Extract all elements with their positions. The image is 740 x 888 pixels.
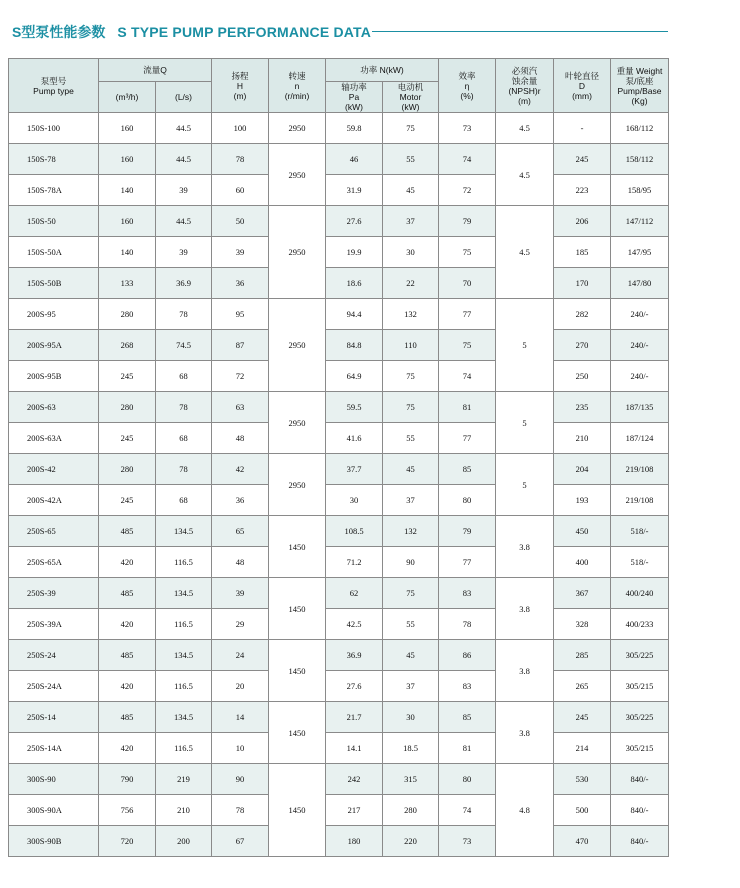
cell-motor-power: 45 — [383, 175, 439, 206]
header-efficiency: 效率 η (%) — [439, 59, 496, 113]
cell-efficiency: 77 — [439, 299, 496, 330]
cell-shaft-power: 42.5 — [326, 609, 383, 640]
cell-impeller-diameter: 265 — [554, 671, 611, 702]
cell-flow-m3h: 485 — [99, 578, 156, 609]
cell-npsh: 5 — [496, 392, 554, 454]
cell-shaft-power: 62 — [326, 578, 383, 609]
table-row — [9, 547, 669, 578]
cell-flow-ls: 78 — [156, 392, 212, 423]
cell-weight: 158/112 — [611, 144, 669, 175]
cell-weight: 305/225 — [611, 640, 669, 671]
cell-motor-power: 132 — [383, 516, 439, 547]
table-row — [9, 733, 669, 764]
cell-motor-power: 37 — [383, 485, 439, 516]
cell-npsh: 5 — [496, 299, 554, 392]
cell-efficiency: 73 — [439, 113, 496, 144]
cell-model: 300S-90A — [9, 795, 99, 826]
cell-efficiency: 74 — [439, 144, 496, 175]
cell-impeller-diameter: 400 — [554, 547, 611, 578]
cell-flow-ls: 36.9 — [156, 268, 212, 299]
header-weight: 重量 Weight 泵/底座 Pump/Base (Kg) — [611, 59, 669, 113]
cell-flow-ls: 116.5 — [156, 733, 212, 764]
cell-flow-m3h: 245 — [99, 361, 156, 392]
cell-impeller-diameter: 282 — [554, 299, 611, 330]
cell-efficiency: 81 — [439, 733, 496, 764]
cell-flow-ls: 44.5 — [156, 206, 212, 237]
page-header — [12, 22, 668, 44]
cell-head: 20 — [212, 671, 269, 702]
cell-flow-m3h: 160 — [99, 206, 156, 237]
cell-model: 250S-14A — [9, 733, 99, 764]
table-row — [9, 113, 669, 144]
cell-flow-ls: 134.5 — [156, 578, 212, 609]
cell-efficiency: 72 — [439, 175, 496, 206]
table-row — [9, 485, 669, 516]
cell-model: 250S-65A — [9, 547, 99, 578]
table-row — [9, 516, 669, 547]
cell-model: 250S-65 — [9, 516, 99, 547]
cell-model: 150S-100 — [9, 113, 99, 144]
cell-shaft-power: 84.8 — [326, 330, 383, 361]
table-row — [9, 237, 669, 268]
cell-efficiency: 77 — [439, 423, 496, 454]
cell-model: 250S-39 — [9, 578, 99, 609]
cell-efficiency: 74 — [439, 361, 496, 392]
cell-flow-m3h: 420 — [99, 733, 156, 764]
cell-motor-power: 45 — [383, 454, 439, 485]
cell-flow-ls: 134.5 — [156, 516, 212, 547]
cell-weight: 187/135 — [611, 392, 669, 423]
cell-motor-power: 55 — [383, 423, 439, 454]
cell-flow-ls: 68 — [156, 485, 212, 516]
performance-table — [8, 58, 669, 857]
cell-head: 50 — [212, 206, 269, 237]
cell-weight: 147/95 — [611, 237, 669, 268]
cell-impeller-diameter: 285 — [554, 640, 611, 671]
cell-flow-m3h: 280 — [99, 392, 156, 423]
cell-motor-power: 315 — [383, 764, 439, 795]
cell-npsh: 3.8 — [496, 640, 554, 702]
cell-impeller-diameter: 250 — [554, 361, 611, 392]
cell-speed: 2950 — [269, 113, 326, 144]
cell-impeller-diameter: 185 — [554, 237, 611, 268]
cell-weight: 147/80 — [611, 268, 669, 299]
cell-flow-ls: 68 — [156, 423, 212, 454]
cell-model: 200S-42 — [9, 454, 99, 485]
cell-head: 42 — [212, 454, 269, 485]
cell-impeller-diameter: 500 — [554, 795, 611, 826]
cell-impeller-diameter: 270 — [554, 330, 611, 361]
cell-shaft-power: 27.6 — [326, 671, 383, 702]
cell-speed: 2950 — [269, 392, 326, 454]
cell-impeller-diameter: 206 — [554, 206, 611, 237]
cell-motor-power: 45 — [383, 640, 439, 671]
cell-shaft-power: 30 — [326, 485, 383, 516]
cell-flow-ls: 78 — [156, 299, 212, 330]
table-row — [9, 578, 669, 609]
cell-npsh: 4.8 — [496, 764, 554, 857]
cell-impeller-diameter: 223 — [554, 175, 611, 206]
cell-shaft-power: 21.7 — [326, 702, 383, 733]
cell-head: 63 — [212, 392, 269, 423]
cell-speed: 1450 — [269, 702, 326, 764]
header-motor-power: 电动机 Motor (kW) — [383, 82, 439, 113]
cell-weight: 840/- — [611, 764, 669, 795]
cell-flow-m3h: 420 — [99, 671, 156, 702]
cell-shaft-power: 59.5 — [326, 392, 383, 423]
cell-weight: 400/233 — [611, 609, 669, 640]
cell-flow-ls: 210 — [156, 795, 212, 826]
table-row — [9, 175, 669, 206]
cell-impeller-diameter: 204 — [554, 454, 611, 485]
cell-head: 39 — [212, 578, 269, 609]
cell-weight: 518/- — [611, 547, 669, 578]
cell-speed: 1450 — [269, 516, 326, 578]
cell-weight: 147/112 — [611, 206, 669, 237]
cell-flow-m3h: 280 — [99, 454, 156, 485]
cell-flow-m3h: 420 — [99, 609, 156, 640]
cell-impeller-diameter: - — [554, 113, 611, 144]
cell-flow-m3h: 140 — [99, 175, 156, 206]
cell-head: 29 — [212, 609, 269, 640]
cell-efficiency: 77 — [439, 547, 496, 578]
table-row — [9, 392, 669, 423]
cell-shaft-power: 41.6 — [326, 423, 383, 454]
cell-head: 67 — [212, 826, 269, 857]
cell-head: 36 — [212, 268, 269, 299]
cell-head: 72 — [212, 361, 269, 392]
header-shaft-power: 轴功率 Pa (kW) — [326, 82, 383, 113]
table-row — [9, 268, 669, 299]
cell-weight: 840/- — [611, 826, 669, 857]
cell-efficiency: 85 — [439, 702, 496, 733]
cell-motor-power: 22 — [383, 268, 439, 299]
cell-flow-m3h: 133 — [99, 268, 156, 299]
cell-flow-ls: 44.5 — [156, 113, 212, 144]
cell-npsh: 4.5 — [496, 113, 554, 144]
cell-flow-m3h: 720 — [99, 826, 156, 857]
cell-flow-ls: 116.5 — [156, 547, 212, 578]
header-impeller-diameter: 叶轮直径 D (mm) — [554, 59, 611, 113]
table-row — [9, 795, 669, 826]
cell-model: 200S-95 — [9, 299, 99, 330]
cell-flow-m3h: 485 — [99, 702, 156, 733]
cell-efficiency: 80 — [439, 485, 496, 516]
cell-efficiency: 79 — [439, 516, 496, 547]
cell-flow-m3h: 160 — [99, 144, 156, 175]
cell-flow-m3h: 485 — [99, 640, 156, 671]
table-row — [9, 330, 669, 361]
cell-head: 78 — [212, 795, 269, 826]
cell-impeller-diameter: 367 — [554, 578, 611, 609]
cell-npsh: 4.5 — [496, 206, 554, 299]
table-row — [9, 361, 669, 392]
cell-model: 200S-95B — [9, 361, 99, 392]
header-pump-type: 泵型号 Pump type — [9, 59, 99, 113]
cell-shaft-power: 71.2 — [326, 547, 383, 578]
cell-flow-ls: 200 — [156, 826, 212, 857]
cell-head: 95 — [212, 299, 269, 330]
cell-shaft-power: 108.5 — [326, 516, 383, 547]
cell-model: 150S-78 — [9, 144, 99, 175]
header-flow-m3h: (m³/h) — [99, 82, 156, 113]
cell-model: 200S-95A — [9, 330, 99, 361]
cell-motor-power: 55 — [383, 609, 439, 640]
cell-motor-power: 75 — [383, 361, 439, 392]
table-row — [9, 702, 669, 733]
cell-efficiency: 80 — [439, 764, 496, 795]
cell-impeller-diameter: 170 — [554, 268, 611, 299]
cell-flow-m3h: 245 — [99, 423, 156, 454]
cell-head: 36 — [212, 485, 269, 516]
cell-motor-power: 280 — [383, 795, 439, 826]
cell-flow-m3h: 245 — [99, 485, 156, 516]
cell-motor-power: 90 — [383, 547, 439, 578]
cell-shaft-power: 36.9 — [326, 640, 383, 671]
cell-model: 200S-63 — [9, 392, 99, 423]
cell-motor-power: 37 — [383, 671, 439, 702]
cell-speed: 2950 — [269, 206, 326, 299]
cell-shaft-power: 46 — [326, 144, 383, 175]
cell-motor-power: 37 — [383, 206, 439, 237]
cell-efficiency: 86 — [439, 640, 496, 671]
cell-flow-m3h: 268 — [99, 330, 156, 361]
cell-efficiency: 81 — [439, 392, 496, 423]
table-row — [9, 144, 669, 175]
title-rule — [372, 31, 668, 32]
cell-flow-ls: 116.5 — [156, 671, 212, 702]
cell-model: 300S-90B — [9, 826, 99, 857]
cell-efficiency: 70 — [439, 268, 496, 299]
cell-model: 300S-90 — [9, 764, 99, 795]
cell-speed: 1450 — [269, 764, 326, 857]
cell-efficiency: 75 — [439, 237, 496, 268]
header-npsh: 必须汽 蚀余量 (NPSH)r (m) — [496, 59, 554, 113]
cell-weight: 840/- — [611, 795, 669, 826]
cell-impeller-diameter: 450 — [554, 516, 611, 547]
cell-shaft-power: 19.9 — [326, 237, 383, 268]
cell-motor-power: 75 — [383, 392, 439, 423]
cell-model: 200S-63A — [9, 423, 99, 454]
cell-efficiency: 85 — [439, 454, 496, 485]
cell-weight: 168/112 — [611, 113, 669, 144]
cell-impeller-diameter: 245 — [554, 144, 611, 175]
cell-weight: 400/240 — [611, 578, 669, 609]
cell-head: 60 — [212, 175, 269, 206]
title-cn: S型泵性能参数 — [12, 24, 106, 40]
title-en: S TYPE PUMP PERFORMANCE DATA — [117, 24, 372, 40]
cell-efficiency: 83 — [439, 671, 496, 702]
cell-flow-ls: 39 — [156, 175, 212, 206]
cell-weight: 219/108 — [611, 454, 669, 485]
cell-flow-m3h: 420 — [99, 547, 156, 578]
cell-motor-power: 75 — [383, 113, 439, 144]
cell-speed: 1450 — [269, 640, 326, 702]
cell-weight: 240/- — [611, 361, 669, 392]
cell-flow-m3h: 140 — [99, 237, 156, 268]
header-power: 功率 N(kW) — [326, 59, 439, 82]
header-speed: 转速 n (r/min) — [269, 59, 326, 113]
cell-npsh: 3.8 — [496, 516, 554, 578]
cell-shaft-power: 217 — [326, 795, 383, 826]
cell-flow-ls: 39 — [156, 237, 212, 268]
cell-npsh: 4.5 — [496, 144, 554, 206]
cell-flow-m3h: 280 — [99, 299, 156, 330]
cell-efficiency: 78 — [439, 609, 496, 640]
cell-flow-ls: 134.5 — [156, 640, 212, 671]
cell-speed: 2950 — [269, 454, 326, 516]
cell-weight: 158/95 — [611, 175, 669, 206]
cell-motor-power: 30 — [383, 237, 439, 268]
cell-model: 250S-14 — [9, 702, 99, 733]
cell-model: 250S-24A — [9, 671, 99, 702]
table-row — [9, 609, 669, 640]
cell-motor-power: 220 — [383, 826, 439, 857]
cell-shaft-power: 37.7 — [326, 454, 383, 485]
cell-flow-ls: 44.5 — [156, 144, 212, 175]
header-head: 扬程 H (m) — [212, 59, 269, 113]
header-flow-ls: (L/s) — [156, 82, 212, 113]
cell-impeller-diameter: 210 — [554, 423, 611, 454]
cell-model: 150S-50B — [9, 268, 99, 299]
cell-flow-m3h: 756 — [99, 795, 156, 826]
cell-model: 150S-50A — [9, 237, 99, 268]
cell-model: 150S-50 — [9, 206, 99, 237]
cell-head: 39 — [212, 237, 269, 268]
cell-motor-power: 75 — [383, 578, 439, 609]
table-row — [9, 764, 669, 795]
cell-head: 65 — [212, 516, 269, 547]
table-body — [9, 113, 669, 857]
table-row — [9, 206, 669, 237]
cell-head: 90 — [212, 764, 269, 795]
cell-weight: 305/215 — [611, 733, 669, 764]
cell-flow-m3h: 160 — [99, 113, 156, 144]
cell-model: 150S-78A — [9, 175, 99, 206]
cell-shaft-power: 31.9 — [326, 175, 383, 206]
cell-shaft-power: 64.9 — [326, 361, 383, 392]
cell-flow-m3h: 790 — [99, 764, 156, 795]
cell-flow-ls: 68 — [156, 361, 212, 392]
cell-head: 10 — [212, 733, 269, 764]
cell-motor-power: 55 — [383, 144, 439, 175]
cell-efficiency: 79 — [439, 206, 496, 237]
cell-efficiency: 75 — [439, 330, 496, 361]
cell-impeller-diameter: 470 — [554, 826, 611, 857]
table-header — [9, 59, 669, 113]
cell-flow-ls: 78 — [156, 454, 212, 485]
cell-npsh: 3.8 — [496, 702, 554, 764]
cell-efficiency: 83 — [439, 578, 496, 609]
cell-motor-power: 110 — [383, 330, 439, 361]
cell-shaft-power: 18.6 — [326, 268, 383, 299]
cell-shaft-power: 94.4 — [326, 299, 383, 330]
cell-weight: 219/108 — [611, 485, 669, 516]
cell-impeller-diameter: 214 — [554, 733, 611, 764]
cell-head: 14 — [212, 702, 269, 733]
table-row — [9, 299, 669, 330]
cell-shaft-power: 27.6 — [326, 206, 383, 237]
cell-head: 24 — [212, 640, 269, 671]
table-row — [9, 826, 669, 857]
cell-head: 87 — [212, 330, 269, 361]
cell-shaft-power: 180 — [326, 826, 383, 857]
cell-speed: 2950 — [269, 144, 326, 206]
cell-weight: 305/225 — [611, 702, 669, 733]
cell-efficiency: 73 — [439, 826, 496, 857]
cell-impeller-diameter: 530 — [554, 764, 611, 795]
cell-efficiency: 74 — [439, 795, 496, 826]
header-flow: 流量Q — [99, 59, 212, 82]
page-title — [12, 22, 371, 42]
cell-npsh: 5 — [496, 454, 554, 516]
cell-weight: 187/124 — [611, 423, 669, 454]
cell-npsh: 3.8 — [496, 578, 554, 640]
cell-model: 250S-24 — [9, 640, 99, 671]
cell-impeller-diameter: 235 — [554, 392, 611, 423]
cell-model: 200S-42A — [9, 485, 99, 516]
cell-motor-power: 30 — [383, 702, 439, 733]
cell-head: 100 — [212, 113, 269, 144]
cell-weight: 518/- — [611, 516, 669, 547]
cell-model: 250S-39A — [9, 609, 99, 640]
cell-impeller-diameter: 328 — [554, 609, 611, 640]
cell-flow-m3h: 485 — [99, 516, 156, 547]
cell-flow-ls: 134.5 — [156, 702, 212, 733]
cell-weight: 305/215 — [611, 671, 669, 702]
table-row — [9, 423, 669, 454]
table-row — [9, 454, 669, 485]
cell-flow-ls: 74.5 — [156, 330, 212, 361]
cell-head: 48 — [212, 423, 269, 454]
cell-head: 48 — [212, 547, 269, 578]
cell-shaft-power: 242 — [326, 764, 383, 795]
cell-speed: 2950 — [269, 299, 326, 392]
table-row — [9, 640, 669, 671]
cell-shaft-power: 14.1 — [326, 733, 383, 764]
cell-weight: 240/- — [611, 299, 669, 330]
cell-weight: 240/- — [611, 330, 669, 361]
cell-speed: 1450 — [269, 578, 326, 640]
cell-impeller-diameter: 193 — [554, 485, 611, 516]
cell-impeller-diameter: 245 — [554, 702, 611, 733]
cell-head: 78 — [212, 144, 269, 175]
cell-flow-ls: 219 — [156, 764, 212, 795]
cell-flow-ls: 116.5 — [156, 609, 212, 640]
cell-motor-power: 18.5 — [383, 733, 439, 764]
table-row — [9, 671, 669, 702]
cell-shaft-power: 59.8 — [326, 113, 383, 144]
cell-motor-power: 132 — [383, 299, 439, 330]
